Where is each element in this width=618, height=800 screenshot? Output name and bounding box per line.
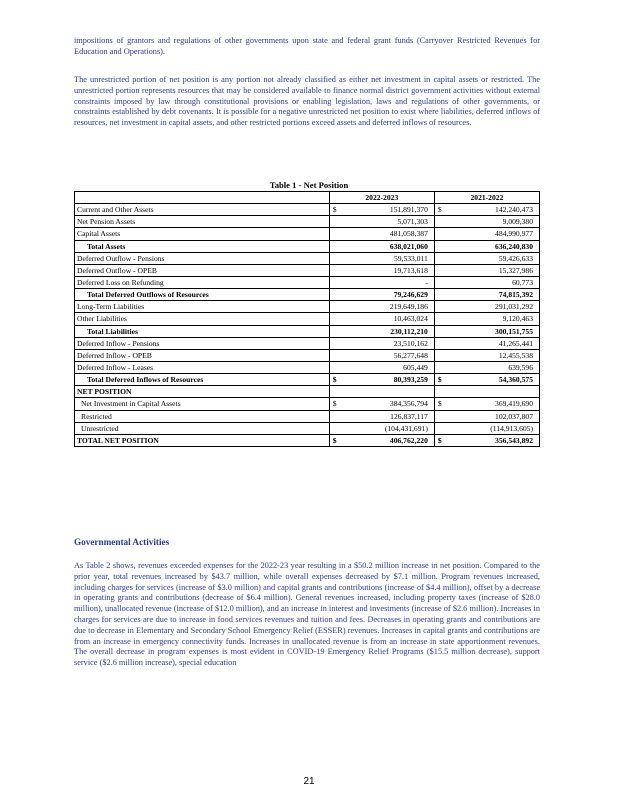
unrestricted-net-position-paragraph: The unrestricted portion of net position is any portion not already classified as either net investment in capital assets or restricted. The unrestricted portion represents resources that may be considered available to finance normal district government activities without external constraints imposed by law through constitutional provisions or enabling legislation, laws and regulations of other governments, or constraints established by debt covenants. It is possible for a negative unrestricted net position to exist where liabilities, deferred inflows of resources, net investment in capital assets, and other restricted portions exceed assets and deferred inflows of resources.	[74, 75, 540, 128]
table-row	[75, 386, 540, 398]
column-header-2022-2023: 2022-2023	[329, 192, 434, 204]
dollar-sign-2023: $	[329, 374, 344, 386]
value-2021-2022: 41,265,441	[449, 337, 539, 349]
row-label: Deferred Inflow - Pensions	[75, 337, 330, 349]
row-label: Other Liabilities	[75, 313, 330, 325]
dollar-sign-2022	[434, 276, 449, 288]
dollar-sign-2022	[434, 301, 449, 313]
row-label: NET POSITION	[75, 386, 330, 398]
value-2021-2022: 300,151,755	[449, 325, 539, 337]
header-blank-cell	[75, 192, 330, 204]
table-row	[75, 374, 540, 386]
table-row	[75, 398, 540, 410]
row-label: Total Liabilities	[75, 325, 330, 337]
row-label: Net Pension Assets	[75, 216, 330, 228]
value-2022-2023	[344, 386, 434, 398]
value-2021-2022: 639,596	[449, 361, 539, 373]
value-2022-2023: 23,510,162	[344, 337, 434, 349]
dollar-sign-2022	[434, 228, 449, 240]
value-2021-2022: 356,543,892	[449, 434, 539, 446]
net-position-table	[74, 191, 540, 447]
value-2022-2023: 79,246,629	[344, 289, 434, 301]
row-label: Deferred Inflow - Leases	[75, 361, 330, 373]
dollar-sign-2023	[329, 325, 344, 337]
row-label: Total Deferred Inflows of Resources	[75, 374, 330, 386]
governmental-activities-paragraph: As Table 2 shows, revenues exceeded expenses for the 2022-23 year resulting in a $50.2 million increase in net position. Compared to the prior year, total revenues increased by $43.7 million, while overall expenses decreased by $7.1 million. Program revenues increased, including charges for services (increase of $3.0 million) and capital grants and contributions (increase of $4.4 million), offset by a decrease in operating grants and contributions (decrease of $6.4 million). General revenues increased, including property taxes (increase of $28.0 million), unallocated revenue (increase of $12.0 million), and an increase in interest and investments (increase of $2.6 million). Increases in charges for services are due to increase in food services revenues and tuition and fees. Decreases in operating grants and contributions are due to decrease in Elementary and Secondary School Emergency Relief (ESSER) revenues. Increases in capital grants and contributions are from an increase in emergency connectivity funds. Increases in unallocated revenue is from an increase in state apportionment revenues. The overall decrease in program expenses is most evident in COVID-19 Emergency Relief Programs ($15.5 million decrease), support service ($2.6 million increase), special education	[74, 561, 540, 668]
table-row	[75, 410, 540, 422]
dollar-sign-2022	[434, 422, 449, 434]
dollar-sign-2022	[434, 410, 449, 422]
dollar-sign-2023	[329, 228, 344, 240]
value-2022-2023: 59,533,011	[344, 252, 434, 264]
table-row	[75, 264, 540, 276]
value-2022-2023: 230,112,210	[344, 325, 434, 337]
column-header-2021-2022: 2021-2022	[434, 192, 539, 204]
dollar-sign-2022: $	[434, 374, 449, 386]
table-row	[75, 422, 540, 434]
table-row	[75, 337, 540, 349]
value-2022-2023: 5,071,303	[344, 216, 434, 228]
value-2022-2023: 126,837,117	[344, 410, 434, 422]
row-label: Deferred Outflow - OPEB	[75, 264, 330, 276]
dollar-sign-2023	[329, 337, 344, 349]
dollar-sign-2022	[434, 252, 449, 264]
table-row	[75, 313, 540, 325]
value-2022-2023: 638,021,060	[344, 240, 434, 252]
dollar-sign-2023	[329, 386, 344, 398]
dollar-sign-2023	[329, 313, 344, 325]
dollar-sign-2023: $	[329, 398, 344, 410]
value-2021-2022: (114,913,605)	[449, 422, 539, 434]
value-2021-2022: 59,426,633	[449, 252, 539, 264]
dollar-sign-2023	[329, 289, 344, 301]
table-row	[75, 361, 540, 373]
dollar-sign-2022	[434, 313, 449, 325]
dollar-sign-2023	[329, 301, 344, 313]
value-2022-2023: -	[344, 276, 434, 288]
dollar-sign-2023: $	[329, 204, 344, 216]
dollar-sign-2023	[329, 264, 344, 276]
dollar-sign-2023	[329, 349, 344, 361]
section-heading-governmental-activities: Governmental Activities	[74, 537, 170, 547]
value-2022-2023: 219,649,186	[344, 301, 434, 313]
dollar-sign-2022: $	[434, 204, 449, 216]
dollar-sign-2023	[329, 240, 344, 252]
table-row	[75, 289, 540, 301]
value-2022-2023: 19,713,618	[344, 264, 434, 276]
dollar-sign-2022	[434, 264, 449, 276]
value-2021-2022: 484,990,977	[449, 228, 539, 240]
row-label: Unrestricted	[75, 422, 330, 434]
dollar-sign-2022	[434, 216, 449, 228]
value-2021-2022: 54,360,575	[449, 374, 539, 386]
row-label: Deferred Loss on Refunding	[75, 276, 330, 288]
table-row	[75, 301, 540, 313]
dollar-sign-2022	[434, 240, 449, 252]
table-row	[75, 216, 540, 228]
row-label: Deferred Outflow - Pensions	[75, 252, 330, 264]
row-label: Current and Other Assets	[75, 204, 330, 216]
row-label: TOTAL NET POSITION	[75, 434, 330, 446]
dollar-sign-2022	[434, 349, 449, 361]
dollar-sign-2022: $	[434, 398, 449, 410]
table-row	[75, 240, 540, 252]
row-label: Total Deferred Outflows of Resources	[75, 289, 330, 301]
dollar-sign-2023	[329, 252, 344, 264]
value-2022-2023: 80,393,259	[344, 374, 434, 386]
value-2021-2022: 291,031,292	[449, 301, 539, 313]
dollar-sign-2022	[434, 337, 449, 349]
value-2022-2023: (104,431,691)	[344, 422, 434, 434]
table-row	[75, 228, 540, 240]
table-row	[75, 204, 540, 216]
table-row	[75, 325, 540, 337]
dollar-sign-2023	[329, 422, 344, 434]
table-row	[75, 252, 540, 264]
value-2021-2022: 369,419,690	[449, 398, 539, 410]
value-2021-2022: 74,815,392	[449, 289, 539, 301]
value-2022-2023: 151,891,370	[344, 204, 434, 216]
value-2022-2023: 481,058,387	[344, 228, 434, 240]
dollar-sign-2022	[434, 325, 449, 337]
dollar-sign-2022	[434, 361, 449, 373]
value-2021-2022: 60,773	[449, 276, 539, 288]
table-row	[75, 434, 540, 446]
value-2022-2023: 605,449	[344, 361, 434, 373]
intro-fragment-paragraph: impositions of grantors and regulations of other governments upon state and federal grant funds (Carryover Restricted Revenues for Education and Operations).	[74, 36, 540, 56]
row-label: Deferred Inflow - OPEB	[75, 349, 330, 361]
dollar-sign-2023: $	[329, 434, 344, 446]
table-row	[75, 349, 540, 361]
dollar-sign-2022: $	[434, 434, 449, 446]
dollar-sign-2022	[434, 289, 449, 301]
page-number: 21	[303, 776, 315, 787]
value-2021-2022: 102,037,807	[449, 410, 539, 422]
value-2022-2023: 10,463,024	[344, 313, 434, 325]
value-2021-2022: 9,009,380	[449, 216, 539, 228]
value-2021-2022: 9,120,463	[449, 313, 539, 325]
table-title: Table 1 - Net Position	[269, 180, 349, 190]
value-2021-2022: 142,240,473	[449, 204, 539, 216]
value-2022-2023: 56,277,648	[344, 349, 434, 361]
dollar-sign-2022	[434, 386, 449, 398]
table-header-row	[75, 192, 540, 204]
dollar-sign-2023	[329, 361, 344, 373]
value-2021-2022: 636,240,830	[449, 240, 539, 252]
row-label: Long-Term Liabilities	[75, 301, 330, 313]
row-label: Net Investment in Capital Assets	[75, 398, 330, 410]
dollar-sign-2023	[329, 276, 344, 288]
dollar-sign-2023	[329, 216, 344, 228]
row-label: Restricted	[75, 410, 330, 422]
row-label: Total Assets	[75, 240, 330, 252]
dollar-sign-2023	[329, 410, 344, 422]
row-label: Capital Assets	[75, 228, 330, 240]
value-2021-2022: 15,327,986	[449, 264, 539, 276]
value-2022-2023: 406,762,220	[344, 434, 434, 446]
value-2021-2022: 12,455,538	[449, 349, 539, 361]
value-2021-2022	[449, 386, 539, 398]
value-2022-2023: 384,356,794	[344, 398, 434, 410]
table-row	[75, 276, 540, 288]
